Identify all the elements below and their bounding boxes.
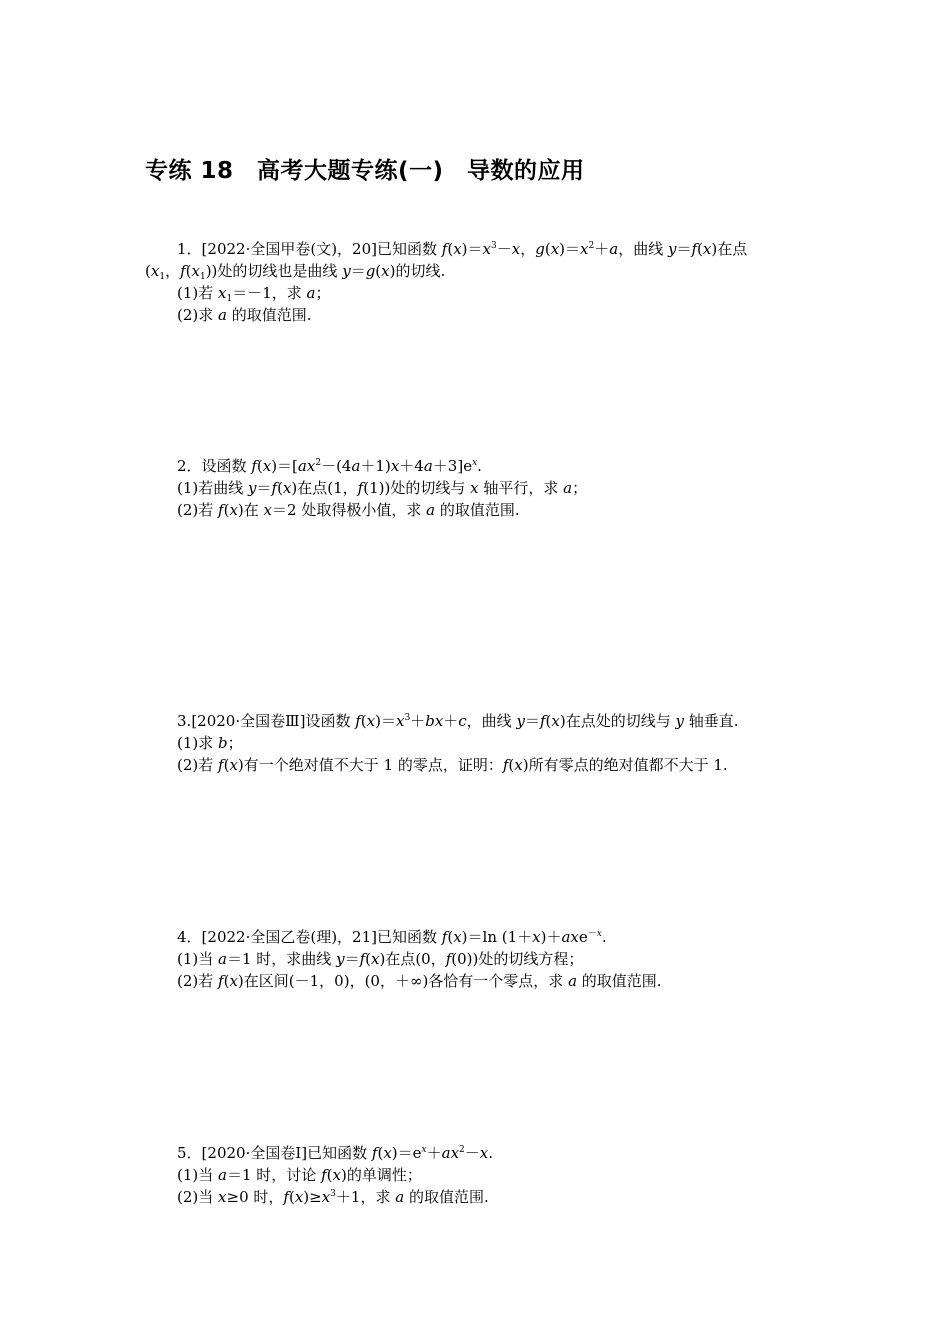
problem-2-part-2: (2)若 f(x)在 x＝2 处取得极小值，求 a 的取值范围.	[177, 501, 520, 519]
problem-5-stem: 5．[2020·全国卷Ⅰ]已知函数 $f(x)=e^x+ax^2-x$.	[177, 1144, 494, 1162]
problem-5-part-2: (2)当 x≥0 时，$f(x)\ge x^3+1$，求 a 的取值范围.	[177, 1188, 489, 1206]
problem-4-part-1: (1)当 a＝1 时，求曲线 y＝f(x)在点(0，f(0))处的切线方程；	[177, 950, 584, 968]
problem-1-part-2: (2)求 a 的取值范围.	[177, 306, 312, 324]
problem-2-stem: 2．设函数 $f(x)=[ax^2-(4a+1)x+4a+3]e^x$.	[177, 457, 482, 475]
problem-1-stem: 1．[2022·全国甲卷(文)，20]已知函数 $f(x)=x^3-x$，$g(x)=x^2+a$，曲线 y＝f(x)在点	[177, 240, 748, 258]
problem-1-source: [2022·全国甲卷(文)，20]	[201, 240, 377, 258]
problem-3-part-2: (2)若 f(x)有一个绝对值不大于 1 的零点，证明：f(x)所有零点的绝对值都不大于 1.	[177, 756, 728, 774]
problem-1	[145, 238, 815, 326]
problem-3-stem: 3.[2020·全国卷Ⅲ]设函数 $f(x)=x^3+bx+c$，曲线 y＝f(x)在点处的切线与 y 轴垂直.	[177, 712, 739, 730]
problem-4-stem: 4．[2022·全国乙卷(理)，21]已知函数 f(x)＝ln (1＋x)＋axe$^{-x}$.	[177, 928, 607, 946]
page-title: 专练 18 高考大题专练(一) 导数的应用	[145, 158, 585, 184]
problem-4-source: [2022·全国乙卷(理)，21]	[201, 928, 377, 946]
problem-3	[145, 710, 815, 776]
problem-1-stem-cont: ($x_1$，$f(x_1)$)处的切线也是曲线 y＝g(x)的切线.	[145, 262, 446, 282]
problem-5-part-1: (1)当 a＝1 时，讨论 f(x)的单调性；	[177, 1166, 422, 1184]
problem-5-source: [2020·全国卷Ⅰ]	[201, 1144, 308, 1162]
problem-1-part-1: (1)若 $x_1=-1$，求 a；	[177, 284, 331, 304]
problem-2-part-1: (1)若曲线 y＝f(x)在点(1，f(1))处的切线与 x 轴平行，求 a；	[177, 479, 588, 497]
problem-4-part-2: (2)若 f(x)在区间(－1，0)，(0，＋∞)各恰有一个零点，求 a 的取值范围.	[177, 972, 662, 990]
problem-4	[145, 926, 815, 992]
problem-2	[145, 455, 815, 521]
problem-3-part-1: (1)求 b；	[177, 734, 243, 752]
problem-3-source: [2020·全国卷Ⅲ]	[191, 712, 306, 730]
problem-5	[145, 1142, 815, 1208]
